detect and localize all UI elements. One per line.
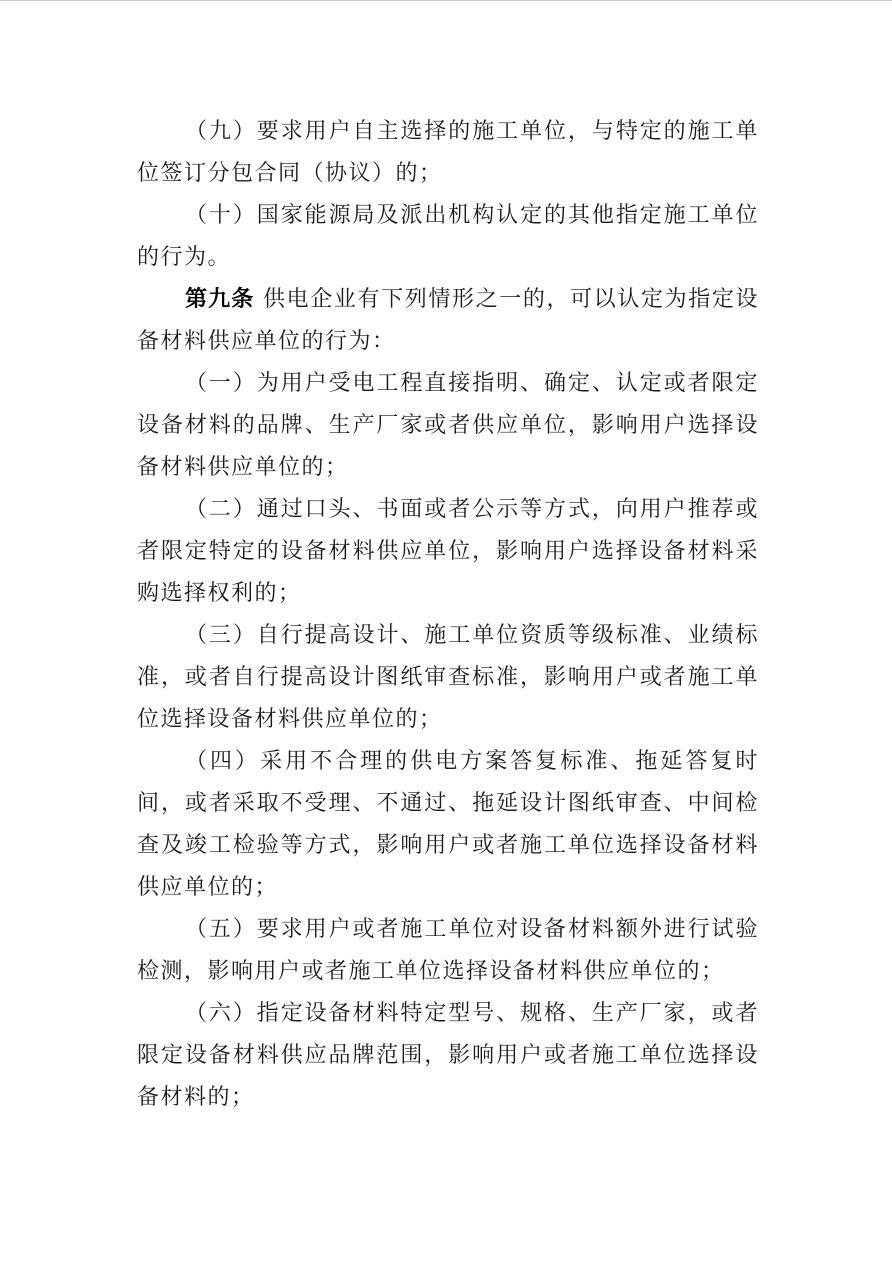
article-9-item-1: （一）为用户受电工程直接指明、确定、认定或者限定设备材料的品牌、生产厂家或者供应单位，影响用户选择设备材料供应单位的； [137, 371, 759, 480]
article-9-item-3: （三）自行提高设计、施工单位资质等级标准、业绩标准，或者自行提高设计图纸审查标准，影响用户或者施工单位选择设备材料供应单位的； [137, 623, 759, 732]
article-9-item-2: （二）通过口头、书面或者公示等方式，向用户推荐或者限定特定的设备材料供应单位，影响用户选择设备材料采购选择权利的； [137, 497, 759, 606]
article-9-text: 供电企业有下列情形之一的，可以认定为指定设备材料供应单位的行为： [137, 287, 759, 354]
document-body [137, 111, 759, 1119]
clause-item-10: （十）国家能源局及派出机构认定的其他指定施工单位的行为。 [137, 203, 759, 270]
clause-item-9: （九）要求用户自主选择的施工单位，与特定的施工单位签订分包合同（协议）的； [137, 119, 759, 186]
article-9-item-5: （五）要求用户或者施工单位对设备材料额外进行试验检测，影响用户或者施工单位选择设备材料供应单位的； [137, 917, 759, 984]
article-9-item-4: （四）采用不合理的供电方案答复标准、拖延答复时间，或者采取不受理、不通过、拖延设计图纸审查、中间检查及竣工检验等方式，影响用户或者施工单位选择设备材料供应单位的； [137, 749, 759, 900]
article-9-item-6: （六）指定设备材料特定型号、规格、生产厂家，或者限定设备材料供应品牌范围，影响用户或者施工单位选择设备材料的； [137, 1001, 759, 1110]
article-9-paragraph [137, 279, 759, 363]
article-9-heading: 第九条 [185, 287, 255, 312]
